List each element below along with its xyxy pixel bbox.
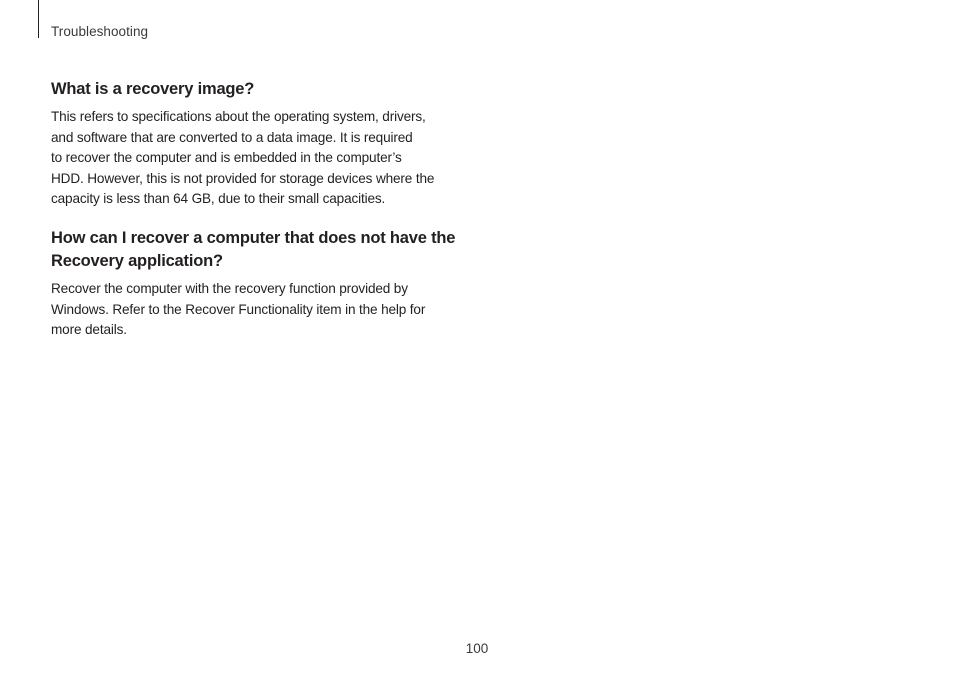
faq-question: How can I recover a computer that does not have the Recovery application?: [51, 228, 456, 270]
page-content: [51, 78, 471, 341]
header-divider: [38, 0, 39, 38]
faq-item-recovery-image: [51, 78, 471, 210]
page-number: 100: [465, 641, 489, 656]
faq-question: What is a recovery image?: [51, 80, 255, 98]
faq-answer: Recover the computer with the recovery function provided by Windows. Refer to the Recover Functionality item in the help for more details.: [51, 280, 426, 338]
section-title: Troubleshooting: [51, 24, 149, 39]
faq-answer: This refers to specifications about the operating system, drivers, and software that are converted to a data image. It is required to recover the computer and is embedded in the computer’s HDD. However, this is not provided for storage devices where the capacity is less than 64 GB, due to their small capacities.: [51, 109, 435, 207]
faq-item-recover-without-app: [51, 227, 471, 341]
